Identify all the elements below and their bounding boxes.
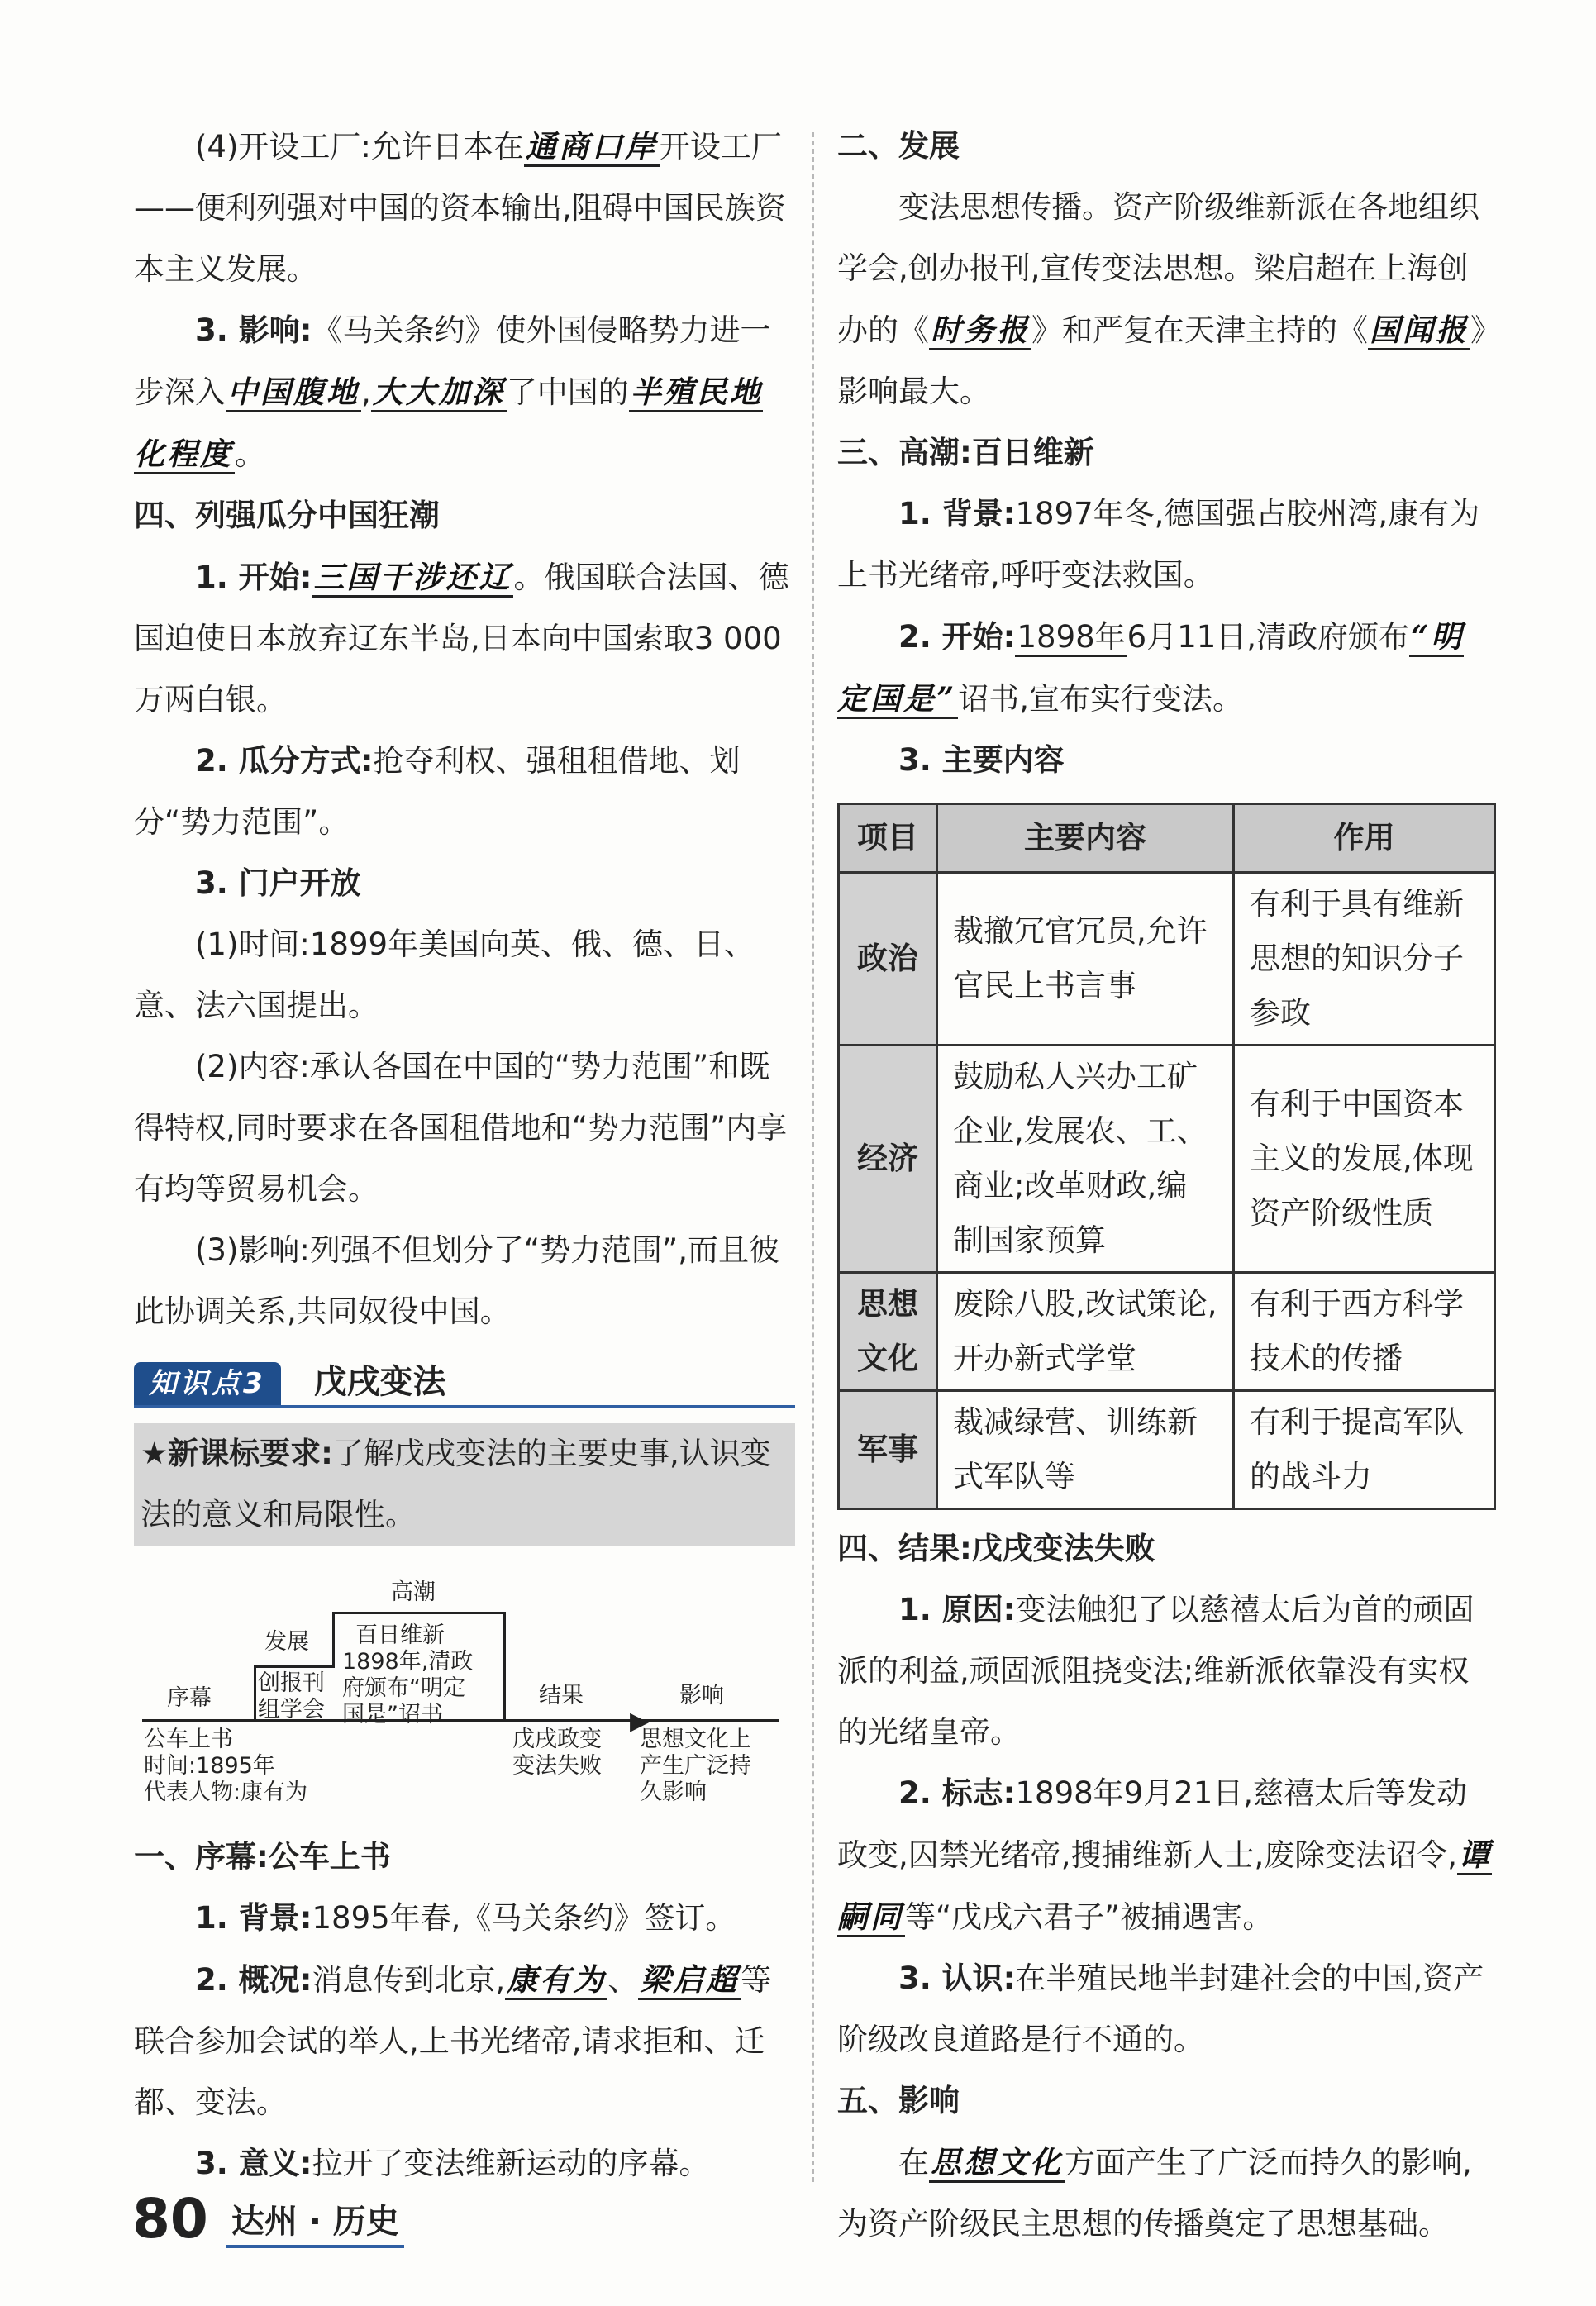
paragraph-partition-method: 2. 瓜分方式:抢夺利权、强租租借地、划分“势力范围”。	[134, 743, 741, 840]
timeline-baseline	[142, 1719, 779, 1722]
paragraph-significance: 3. 意义:拉开了变法维新运动的序幕。	[195, 2146, 710, 2181]
table-row	[839, 1391, 1495, 1509]
curriculum-requirement: ★新课标要求:了解戊戌变法的主要史事,认识变法的意义和局限性。	[134, 1423, 795, 1546]
paragraph-climax-background: 1. 背景:1897年冬,德国强占胶州湾,康有为上书光绪帝,呼吁变法救国。	[837, 496, 1480, 593]
handwritten-answer: 三国干涉还辽	[312, 559, 513, 598]
reform-flow-diagram: ▶ 高潮 发展 序幕 结果 影响 百日维新 1898年,清政 府颁布“明定 国是”诏书 创报刊 组学会 公车上书 时间:1895年 代表人物:康有为 戊戌政变 变法失败 思想文化上 产生广泛持 久影响	[134, 1546, 795, 1827]
section-heading: 二、发展	[837, 128, 960, 164]
handwritten-answer: “明定国是”	[837, 618, 1464, 719]
page-footer	[132, 2187, 404, 2251]
table-header-cell: 项目	[839, 804, 937, 873]
table-header-cell: 主要内容	[937, 804, 1234, 873]
page-number: 80	[132, 2187, 208, 2251]
table-row-heading: 政治	[839, 873, 937, 1046]
subheading-main-content: 3. 主要内容	[898, 742, 1065, 778]
stage-label-development: 发展	[264, 1629, 309, 1655]
knowledge-point-badge: 知识点3	[134, 1362, 281, 1405]
paragraph-overview: 2. 概况:消息传到北京,康有为、梁启超等联合参加会试的举人,上书光绪帝,请求拒和、迁都、变法。	[134, 1961, 772, 2120]
step-riser-1	[254, 1665, 256, 1722]
knowledge-point-header	[134, 1347, 795, 1408]
table-header-row	[839, 804, 1495, 873]
table-cell: 鼓励私人兴办工矿企业,发展农、工、商业;改革财政,编制国家预算	[937, 1046, 1234, 1273]
table-cell: 有利于具有维新思想的知识分子参政	[1234, 873, 1495, 1046]
right-column	[837, 116, 1496, 2255]
paragraph-open-factories: (4)开设工厂:允许日本在通商口岸开设工厂——便利列强对中国的资本输出,阻碍中国民族资本主义发展。	[134, 128, 786, 287]
stage-label-prelude: 序幕	[167, 1685, 212, 1711]
table-row-heading: 思想文化	[839, 1273, 937, 1391]
paragraph-understanding: 3. 认识:在半殖民地半封建社会的中国,资产阶级改良道路是行不通的。	[837, 1961, 1484, 2057]
handwritten-answer: 康有为	[505, 1961, 607, 2000]
handwritten-answer: 谭嗣同	[837, 1837, 1492, 1937]
paragraph-failure-sign: 2. 标志:1898年9月21日,慈禧太后等发动政变,囚禁光绪帝,搜捕维新人士,废除变法诏令,谭嗣同等“戊戌六君子”被捕遇害。	[837, 1763, 1496, 1948]
step-riser-2	[332, 1612, 335, 1668]
paragraph-open-door-content: (2)内容:承认各国在中国的“势力范围”和既得特权,同时要求在各国租借地和“势力范围”内享有均等贸易机会。	[134, 1049, 788, 1207]
section-heading: 四、列强瓜分中国狂潮	[134, 498, 440, 533]
handwritten-answer: 思想文化	[929, 2144, 1065, 2183]
book-label: 达州 · 历史	[226, 2199, 404, 2248]
table-cell: 有利于西方科学技术的传播	[1234, 1273, 1495, 1391]
handwritten-answer: 大大加深	[371, 374, 507, 412]
table-row	[839, 1273, 1495, 1391]
handwritten-answer: 通商口岸	[524, 128, 660, 167]
table-row	[839, 873, 1495, 1046]
table-row-heading: 军事	[839, 1391, 937, 1509]
paragraph-open-door-time: (1)时间:1899年美国向英、俄、德、日、意、法六国提出。	[134, 927, 755, 1023]
step-tread-1	[254, 1665, 332, 1668]
table-cell: 有利于中国资本主义的发展,体现资产阶级性质	[1234, 1046, 1495, 1273]
handwritten-answer: 时务报	[929, 312, 1031, 350]
table-row-heading: 经济	[839, 1046, 937, 1273]
stage-label-climax: 高潮	[391, 1579, 436, 1605]
section-heading: 一、序幕:公车上书	[134, 1839, 391, 1875]
paragraph-development: 变法思想传播。资产阶级维新派在各地组织学会,创办报刊,宣传变法思想。梁启超在上海创办的《时务报》和严复在天津主持的《国闻报》影响最大。	[837, 189, 1486, 409]
table-row	[839, 1046, 1495, 1273]
handwritten-answer: 中国腹地	[226, 374, 361, 412]
paragraph-background: 1. 背景:1895年春,《马关条约》签订。	[195, 1900, 736, 1936]
column-divider	[812, 132, 814, 2182]
subheading-open-door: 3. 门户开放	[195, 865, 361, 901]
table-cell: 废除八股,改试策论,开办新式学堂	[937, 1273, 1234, 1391]
table-header-cell: 作用	[1234, 804, 1495, 873]
paragraph-start: 1. 开始:三国干涉还辽。俄国联合法国、德国迫使日本放弃辽东半岛,日本向中国索取3 000万两白银。	[134, 559, 789, 717]
reform-content-table	[837, 803, 1496, 1510]
handwritten-answer: 梁启超	[638, 1961, 741, 2000]
paragraph-failure-cause: 1. 原因:变法触犯了以慈禧太后为首的顽固派的利益,顽固派阻挠变法;维新派依靠没有实权的光绪皇帝。	[837, 1592, 1475, 1750]
handwritten-answer: 国闻报	[1368, 312, 1470, 350]
underlined-answer: 1898年	[1015, 619, 1127, 657]
stage-label-result: 结果	[539, 1683, 584, 1708]
stage-label-influence: 影响	[679, 1683, 724, 1708]
paragraph-climax-start: 2. 开始:1898年6月11日,清政府颁布“明定国是”诏书,宣布实行变法。	[837, 606, 1496, 730]
left-column	[134, 116, 795, 2194]
arrow-head-icon: ▶	[630, 1707, 650, 1736]
step-tread-2	[332, 1612, 506, 1614]
section-heading: 五、影响	[837, 2083, 960, 2118]
paragraph-open-door-effect: (3)影响:列强不但划分了“势力范围”,而且彼此协调关系,共同奴役中国。	[134, 1232, 779, 1329]
table-cell: 有利于提高军队的战斗力	[1234, 1391, 1495, 1509]
knowledge-point-title: 戊戌变法	[313, 1363, 446, 1401]
step-drop	[503, 1612, 506, 1721]
table-cell: 裁减绿营、训练新式军队等	[937, 1391, 1234, 1509]
section-heading: 三、高潮:百日维新	[837, 435, 1094, 470]
paragraph-influence-final: 在思想文化方面产生了广泛而持久的影响,为资产阶级民主思想的传播奠定了思想基础。	[837, 2144, 1472, 2242]
handwritten-answer: 半殖民地化程度	[134, 374, 763, 474]
table-cell: 裁撤冗官冗员,允许官民上书言事	[937, 873, 1234, 1046]
paragraph-influence: 3. 影响:《马关条约》使外国侵略势力进一步深入中国腹地,大大加深了中国的半殖民地化程度。	[134, 300, 795, 485]
section-heading: 四、结果:戊戌变法失败	[837, 1531, 1155, 1566]
